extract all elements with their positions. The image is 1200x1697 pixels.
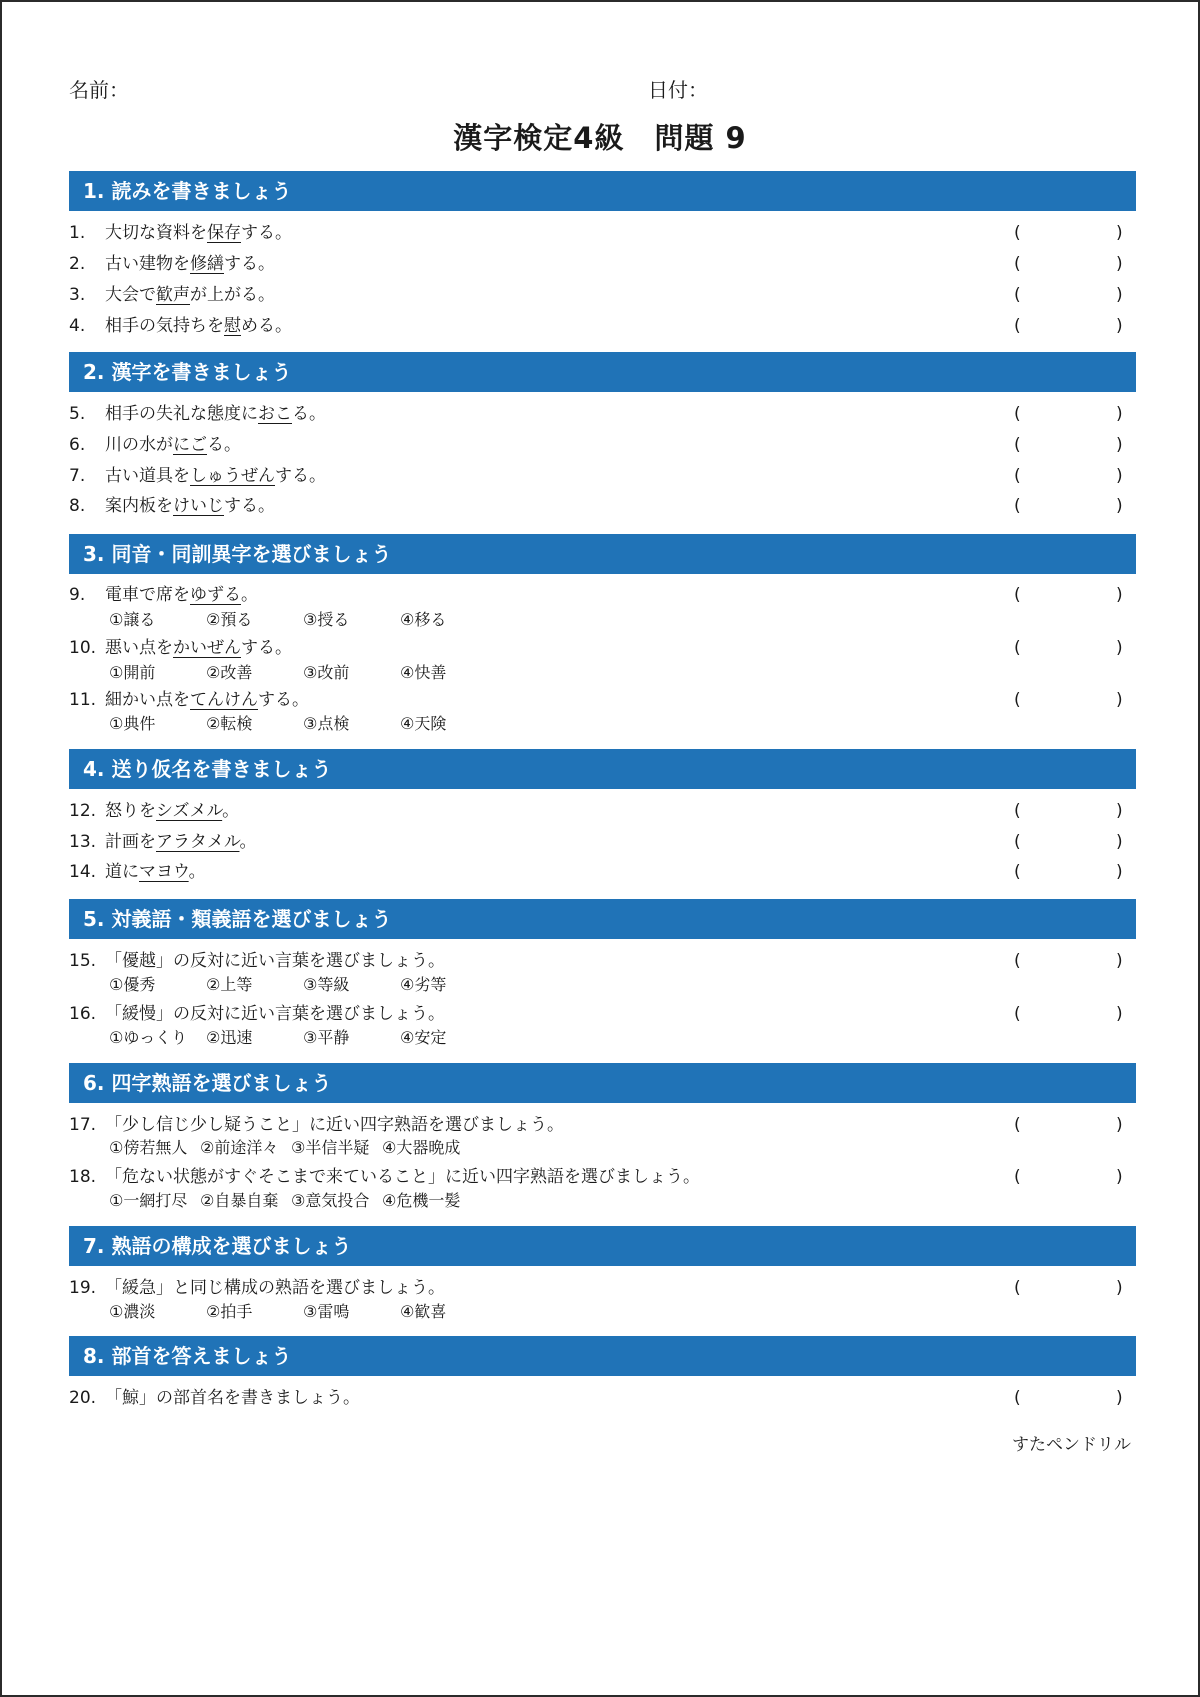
section-header-6: 6. 四字熟語を選びましょう [69, 1063, 1136, 1103]
question-number: 3. [69, 285, 86, 305]
choice-list [109, 609, 497, 631]
section-header-1: 1. 読みを書きましょう [69, 171, 1136, 211]
choice-2: ②転検 [206, 714, 253, 733]
question-row [69, 433, 1136, 457]
question-text: 電車で席を [105, 585, 190, 605]
question-number: 20. [69, 1388, 97, 1408]
answer-paren-close: ) [1116, 466, 1123, 486]
target-word: しゅうぜん [190, 466, 275, 486]
footer-brand: すたペンドリル [1012, 1435, 1131, 1455]
answer-paren-close: ) [1116, 832, 1123, 852]
answer-paren-open: ( [1014, 254, 1021, 274]
choice-list [109, 662, 497, 684]
question-text: 「緩急」と同じ構成の熟語を選びましょう。 [105, 1278, 445, 1298]
choice-4: ④移る [400, 610, 447, 629]
choice-3: ③改前 [303, 663, 350, 682]
choice-3: ③半信半疑 [291, 1138, 370, 1157]
answer-paren-close: ) [1116, 1167, 1123, 1187]
page-title: 漢字検定4級 問題 9 [453, 121, 747, 155]
question-text-end: が上がる。 [190, 285, 275, 305]
question-text: 「鯨」の部首名を書きましょう。 [105, 1388, 360, 1408]
question-row [69, 688, 1136, 712]
choice-4: ④快善 [400, 663, 447, 682]
choice-list [109, 1190, 473, 1212]
question-text: 「緩慢」の反対に近い言葉を選びましょう。 [105, 1004, 445, 1024]
question-row [69, 402, 1136, 426]
question-row [69, 314, 1136, 338]
answer-paren-close: ) [1116, 316, 1123, 336]
choice-4: ④大器晩成 [382, 1138, 461, 1157]
answer-paren-open: ( [1014, 951, 1021, 971]
choice-1: ①一網打尽 [109, 1191, 188, 1210]
choice-list [109, 1137, 473, 1159]
answer-paren-open: ( [1014, 285, 1021, 305]
answer-paren-open: ( [1014, 435, 1021, 455]
answer-paren-close: ) [1116, 585, 1123, 605]
answer-paren-close: ) [1116, 801, 1123, 821]
target-word: けいじ [173, 496, 224, 516]
choice-2: ②前途洋々 [200, 1138, 279, 1157]
question-text-end: する。 [224, 254, 275, 274]
question-row [69, 1386, 1136, 1410]
question-row [69, 494, 1136, 518]
answer-paren-open: ( [1014, 690, 1021, 710]
choice-1: ①傍若無人 [109, 1138, 188, 1157]
answer-paren-open: ( [1014, 1167, 1021, 1187]
question-text: 相手の気持ちを [105, 316, 224, 336]
target-word: てんけん [190, 690, 258, 710]
answer-paren-close: ) [1116, 285, 1123, 305]
question-number: 6. [69, 435, 86, 455]
answer-paren-open: ( [1014, 1115, 1021, 1135]
name-label: 名前： [69, 78, 129, 102]
choice-4: ④危機一髪 [382, 1191, 461, 1210]
answer-paren-open: ( [1014, 496, 1021, 516]
target-word: にご [173, 435, 207, 455]
answer-paren-close: ) [1116, 1278, 1123, 1298]
choice-4: ④安定 [400, 1028, 447, 1047]
question-number: 1. [69, 223, 86, 243]
question-row [69, 583, 1136, 607]
choice-list [109, 1301, 497, 1323]
target-word: 慰 [224, 316, 241, 336]
question-number: 12. [69, 801, 97, 821]
choice-2: ②改善 [206, 663, 253, 682]
choice-list [109, 1027, 497, 1049]
answer-paren-open: ( [1014, 585, 1021, 605]
question-number: 8. [69, 496, 86, 516]
choice-2: ②拍手 [206, 1302, 253, 1321]
choice-1: ①優秀 [109, 975, 156, 994]
answer-paren-close: ) [1116, 223, 1123, 243]
answer-paren-open: ( [1014, 1278, 1021, 1298]
target-word: 修繕 [190, 254, 224, 274]
answer-paren-close: ) [1116, 690, 1123, 710]
target-word: アラタメル [156, 832, 240, 852]
question-row [69, 252, 1136, 276]
question-text: 相手の失礼な態度に [105, 404, 258, 424]
question-text: 川の水が [105, 435, 173, 455]
question-number: 11. [69, 690, 97, 710]
question-text-end: する。 [224, 496, 275, 516]
question-number: 7. [69, 466, 86, 486]
section-header-4: 4. 送り仮名を書きましょう [69, 749, 1136, 789]
question-row [69, 1276, 1136, 1300]
question-text-end: 。 [188, 862, 206, 882]
question-text: 怒りを [105, 801, 156, 821]
question-row [69, 221, 1136, 245]
question-text-end: める。 [241, 316, 292, 336]
target-word: マヨウ [139, 862, 189, 882]
answer-paren-open: ( [1014, 801, 1021, 821]
answer-paren-open: ( [1014, 466, 1021, 486]
choice-1: ①ゆっくり [109, 1028, 188, 1047]
choice-3: ③意気投合 [291, 1191, 370, 1210]
answer-paren-open: ( [1014, 404, 1021, 424]
question-text: 細かい点を [105, 690, 190, 710]
question-text: 古い道具を [105, 466, 190, 486]
target-word: ゆずる [190, 585, 241, 605]
answer-paren-open: ( [1014, 316, 1021, 336]
target-word: シズメル [156, 801, 223, 821]
choice-3: ③等級 [303, 975, 350, 994]
question-number: 15. [69, 951, 97, 971]
choice-1: ①典件 [109, 714, 156, 733]
question-row [69, 1002, 1136, 1026]
answer-paren-close: ) [1116, 951, 1123, 971]
question-text: 大会で [105, 285, 156, 305]
question-text-end: する。 [275, 466, 326, 486]
question-text: 古い建物を [105, 254, 190, 274]
question-number: 4. [69, 316, 86, 336]
answer-paren-open: ( [1014, 1388, 1021, 1408]
question-text-end: 。 [239, 832, 257, 852]
question-row [69, 636, 1136, 660]
question-text: 道に [105, 862, 139, 882]
choice-4: ④歓喜 [400, 1302, 447, 1321]
question-number: 16. [69, 1004, 97, 1024]
question-text-end: する。 [241, 223, 292, 243]
section-header-3: 3. 同音・同訓異字を選びましょう [69, 534, 1136, 574]
question-number: 19. [69, 1278, 97, 1298]
question-text: 計画を [105, 832, 156, 852]
choice-2: ②預る [206, 610, 253, 629]
question-text-end: する。 [258, 690, 309, 710]
question-number: 9. [69, 585, 86, 605]
choice-list [109, 713, 497, 735]
choice-1: ①譲る [109, 610, 156, 629]
section-header-8: 8. 部首を答えましょう [69, 1336, 1136, 1376]
choice-list [109, 974, 497, 996]
answer-paren-close: ) [1116, 496, 1123, 516]
answer-paren-open: ( [1014, 862, 1021, 882]
answer-paren-close: ) [1116, 1004, 1123, 1024]
choice-3: ③点検 [303, 714, 350, 733]
question-number: 17. [69, 1115, 97, 1135]
question-text: 大切な資料を [105, 223, 207, 243]
answer-paren-open: ( [1014, 832, 1021, 852]
choice-2: ②上等 [206, 975, 253, 994]
question-text-end: 。 [222, 801, 240, 821]
question-text: 案内板を [105, 496, 173, 516]
choice-3: ③平静 [303, 1028, 350, 1047]
choice-4: ④劣等 [400, 975, 447, 994]
question-row [69, 464, 1136, 488]
question-number: 13. [69, 832, 97, 852]
choice-2: ②迅速 [206, 1028, 253, 1047]
answer-paren-close: ) [1116, 638, 1123, 658]
question-number: 10. [69, 638, 97, 658]
question-text-end: する。 [241, 638, 292, 658]
answer-paren-open: ( [1014, 1004, 1021, 1024]
answer-paren-close: ) [1116, 404, 1123, 424]
question-row [69, 1165, 1136, 1189]
question-text: 悪い点を [105, 638, 173, 658]
question-number: 5. [69, 404, 86, 424]
answer-paren-close: ) [1116, 1388, 1123, 1408]
target-word: 歓声 [156, 285, 190, 305]
answer-paren-open: ( [1014, 223, 1021, 243]
question-row [69, 949, 1136, 973]
question-text-end: 。 [241, 585, 258, 605]
answer-paren-close: ) [1116, 254, 1123, 274]
question-row [69, 799, 1136, 823]
question-number: 14. [69, 862, 97, 882]
target-word: おこ [258, 404, 292, 424]
answer-paren-close: ) [1116, 862, 1123, 882]
question-text-end: る。 [207, 435, 241, 455]
section-header-5: 5. 対義語・類義語を選びましょう [69, 899, 1136, 939]
section-header-7: 7. 熟語の構成を選びましょう [69, 1226, 1136, 1266]
target-word: 保存 [207, 223, 241, 243]
question-row [69, 860, 1136, 884]
section-header-2: 2. 漢字を書きましょう [69, 352, 1136, 392]
answer-paren-open: ( [1014, 638, 1021, 658]
question-text: 「優越」の反対に近い言葉を選びましょう。 [105, 951, 445, 971]
choice-1: ①開前 [109, 663, 156, 682]
choice-4: ④天険 [400, 714, 447, 733]
choice-1: ①濃淡 [109, 1302, 156, 1321]
question-text: 「少し信じ少し疑うこと」に近い四字熟語を選びましょう。 [105, 1115, 564, 1135]
answer-paren-close: ) [1116, 1115, 1123, 1135]
answer-paren-close: ) [1116, 435, 1123, 455]
question-row [69, 830, 1136, 854]
question-text: 「危ない状態がすぐそこまで来ていること」に近い四字熟語を選びましょう。 [105, 1167, 700, 1187]
choice-3: ③雷鳴 [303, 1302, 350, 1321]
choice-3: ③授る [303, 610, 350, 629]
target-word: かいぜん [173, 638, 241, 658]
question-number: 2. [69, 254, 86, 274]
question-number: 18. [69, 1167, 97, 1187]
question-row [69, 283, 1136, 307]
question-row [69, 1113, 1136, 1137]
question-text-end: る。 [292, 404, 326, 424]
date-label: 日付： [648, 78, 708, 102]
choice-2: ②自暴自棄 [200, 1191, 279, 1210]
